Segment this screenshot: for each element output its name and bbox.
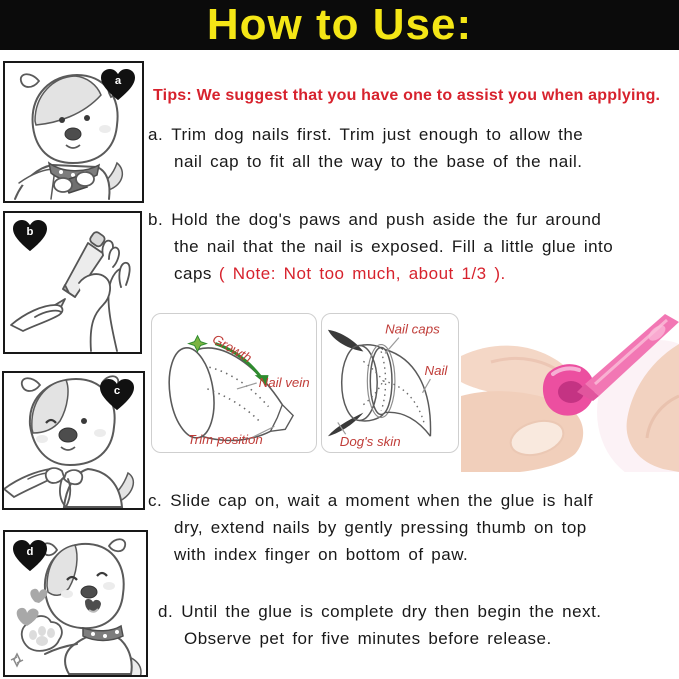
dogs-skin-label: Dog's skin — [339, 434, 401, 450]
step-a-line-1: Trim dog nails first. Trim just enough to allow the — [171, 125, 584, 144]
step-letter: c — [113, 385, 121, 398]
step-letter: d — [26, 546, 34, 559]
step-b-text — [148, 206, 613, 287]
nail-label: Nail — [424, 363, 448, 379]
step-c-line-3: with index finger on bottom of paw. — [174, 545, 469, 564]
step-a-text — [148, 121, 583, 175]
step-d-line-2: Observe pet for five minutes before release. — [184, 629, 552, 648]
step-b-line-3: caps — [174, 264, 212, 283]
step-d-prefix: d. — [158, 602, 174, 621]
tips-text: Tips: We suggest that you have one to assist you when applying. — [153, 87, 661, 104]
growth-label: Growth — [209, 331, 255, 366]
step-c-line-2: dry, extend nails by gently pressing thumb on top — [174, 518, 587, 537]
step-c-line-1: Slide cap on, wait a moment when the glue is half — [170, 491, 594, 510]
page-title: How to Use: — [206, 0, 473, 49]
sparkle-icon — [11, 654, 23, 666]
step-d-line-1: Until the glue is complete dry then begin the next. — [181, 602, 602, 621]
nail-caps-label: Nail caps — [385, 321, 440, 337]
panel-step-c-illustration — [2, 371, 145, 510]
step-b-note: ( Note: Not too much, about 1/3 ). — [218, 264, 506, 283]
step-a-prefix: a. — [148, 125, 164, 144]
applicator-photo — [461, 300, 679, 472]
step-letter-badge — [98, 378, 136, 412]
step-d-text — [158, 598, 602, 652]
step-b-line-1: Hold the dog's paws and push aside the fur around — [171, 210, 602, 229]
step-c-text — [148, 487, 593, 568]
step-letter-badge — [99, 68, 137, 102]
step-b-prefix: b. — [148, 210, 164, 229]
step-b-line-2: the nail that the nail is exposed. Fill a little glue into — [174, 237, 614, 256]
trim-position-label: Trim position — [187, 432, 263, 448]
puppy-eye-icon — [84, 115, 90, 121]
nail-cap-diagram — [321, 313, 459, 453]
puppy-nose-icon — [59, 428, 77, 442]
puppy-nose-icon — [65, 128, 81, 140]
step-letter-badge — [11, 539, 49, 573]
step-letter: a — [114, 75, 122, 88]
puppy-nose-icon — [81, 586, 97, 598]
panel-step-b-illustration — [3, 211, 142, 354]
step-c-prefix: c. — [148, 491, 163, 510]
step-letter-badge — [11, 219, 49, 253]
nail-trim-diagram — [151, 313, 317, 453]
step-letter: b — [26, 226, 34, 239]
dog-skin-flap-icon — [328, 413, 363, 437]
nail-vein-label: Nail vein — [258, 374, 310, 390]
dog-skin-flap-icon — [328, 330, 363, 352]
panel-step-a-illustration — [3, 61, 144, 203]
step-a-line-2: nail cap to fit all the way to the base of the nail. — [174, 152, 583, 171]
heart-icon — [30, 589, 47, 603]
puppy-eye-icon — [59, 117, 65, 123]
panel-step-d-illustration — [3, 530, 148, 677]
title-banner — [0, 0, 679, 50]
